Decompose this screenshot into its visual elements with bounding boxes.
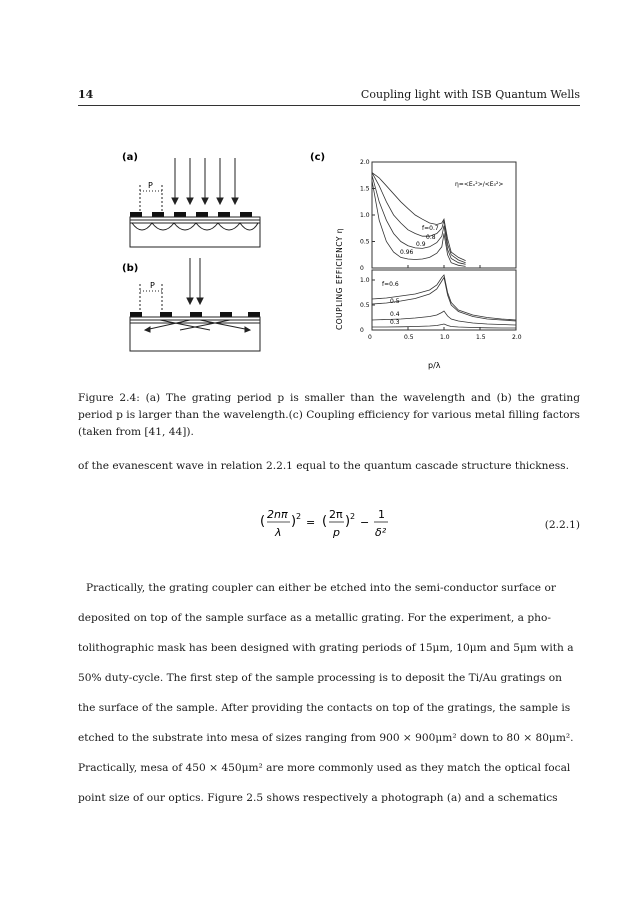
paragraph-line-8: point size of our optics. Figure 2.5 shows respectively a photograph (a) and a schematics <box>78 792 558 804</box>
eq-paren-close-2: ) <box>345 514 351 529</box>
bottom-y-ticks <box>360 277 375 334</box>
equation-number: (2.2.1) <box>544 519 580 531</box>
plot-formula: η=<Eₓ²>/<E₀²> <box>455 181 504 188</box>
label-f04: 0.4 <box>390 311 400 318</box>
xtick-label-3: 1.5 <box>476 334 486 341</box>
equation-svg <box>78 505 478 549</box>
eq-mid-den: p <box>333 526 340 539</box>
label-f09: 0.9 <box>416 241 426 248</box>
top-y-ticks <box>360 159 375 272</box>
label-f06: f=0.6 <box>382 281 399 288</box>
label-f03: 0.3 <box>390 319 400 326</box>
plot-xlabel: p/λ <box>428 361 441 370</box>
xtick-label-4: 2.0 <box>512 334 522 341</box>
running-title: Coupling light with ISB Quantum Wells <box>360 88 580 101</box>
top-ytick-label-4: 0 <box>360 265 364 272</box>
paragraph-line-6: etched to the substrate into mesa of sizes ranging from 900 × 900μm² down to 80 × 80μm². <box>78 732 574 744</box>
top-ytick-label-2: 1.0 <box>360 212 370 219</box>
paragraph-line-3: tolithographic mask has been designed with grating periods of 15μm, 10μm and 5μm with a <box>78 642 574 654</box>
panel-c-label: (c) <box>310 152 326 163</box>
figure-svg <box>110 140 540 375</box>
eq-rhs-den: δ² <box>375 526 387 539</box>
bot-ytick-label-0: 1.0 <box>360 277 370 284</box>
top-ytick-label-1: 1.5 <box>360 185 370 193</box>
substrate-a <box>130 217 260 247</box>
panel-a-label: (a) <box>122 152 138 163</box>
period-label-a: P <box>148 181 153 190</box>
plot-ylabel: COUPLING EFFICIENCY η <box>335 227 344 330</box>
label-f096: 0.96 <box>400 249 414 256</box>
eq-lhs-den: λ <box>275 526 282 539</box>
page-header <box>78 88 580 104</box>
xtick-label-2: 1.0 <box>440 334 450 341</box>
paragraph-line-5: the surface of the sample. After providing the contacts on top of the gratings, the sample is <box>78 702 571 714</box>
xtick-label-0: 0 <box>368 334 372 341</box>
substrate-b <box>130 317 260 351</box>
panel-b-label: (b) <box>122 263 139 274</box>
intro-line: of the evanescent wave in relation 2.2.1 equal to the quantum cascade structure thickness. <box>78 460 569 472</box>
eq-paren-open-2: ( <box>322 514 328 529</box>
eq-rhs-num: 1 <box>378 508 385 521</box>
eq-paren-open-1: ( <box>260 514 266 529</box>
evanescent-waves-a <box>132 223 258 230</box>
incident-arrows-a <box>172 158 238 204</box>
label-f08: 0.8 <box>426 234 436 241</box>
eq-paren-close-1: ) <box>291 514 297 529</box>
diffracted-arrows-b <box>145 320 250 332</box>
eq-equals: = <box>306 516 316 529</box>
eq-minus: − <box>360 516 370 529</box>
body-paragraph <box>78 573 580 813</box>
top-series-line-2 <box>372 175 466 264</box>
paragraph-line-1: Practically, the grating coupler can either be etched into the semi-conductor surface or <box>86 582 556 594</box>
label-f07: f=0.7 <box>422 225 439 232</box>
top-ytick-label-3: 0.5 <box>360 238 370 246</box>
eq-square-2: 2 <box>350 512 356 521</box>
figure-2-4 <box>110 140 540 375</box>
top-series-line-3 <box>372 181 466 267</box>
eq-square-1: 2 <box>296 512 302 521</box>
grating-a <box>130 212 252 217</box>
xtick-label-1: 0.5 <box>404 334 414 341</box>
top-series-line-1 <box>372 173 466 263</box>
grating-b <box>130 312 260 317</box>
incident-arrows-b <box>187 258 203 304</box>
bot-ytick-label-2: 0 <box>360 327 364 334</box>
page-number: 14 <box>78 88 94 101</box>
paragraph-line-2: deposited on top of the sample surface as a metallic grating. For the experiment, a pho- <box>78 612 551 624</box>
eq-lhs-num: 2nπ <box>267 508 288 521</box>
header-rule <box>78 105 580 106</box>
top-series-group <box>372 173 466 267</box>
label-f05: 0.5 <box>390 298 400 305</box>
paragraph-line-7: Practically, mesa of 450 × 450μm² are more commonly used as they match the optical focal <box>78 762 571 774</box>
bot-ytick-label-1: 0.5 <box>360 302 370 309</box>
figure-caption: Figure 2.4: (a) The grating period p is smaller than the wavelength and (b) the grating period p is larger than the wavelength.(c) Coupling efficiency for various metal filling factors (taken from [41, 44]). <box>78 392 580 438</box>
eq-mid-num: 2π <box>329 508 343 521</box>
top-ytick-label-0: 2.0 <box>360 159 370 166</box>
paragraph-line-4: 50% duty-cycle. The first step of the sample processing is to deposit the Ti/Au gratings on <box>78 672 562 684</box>
equation-2-2-1 <box>78 505 580 545</box>
period-label-b: P <box>150 281 155 290</box>
